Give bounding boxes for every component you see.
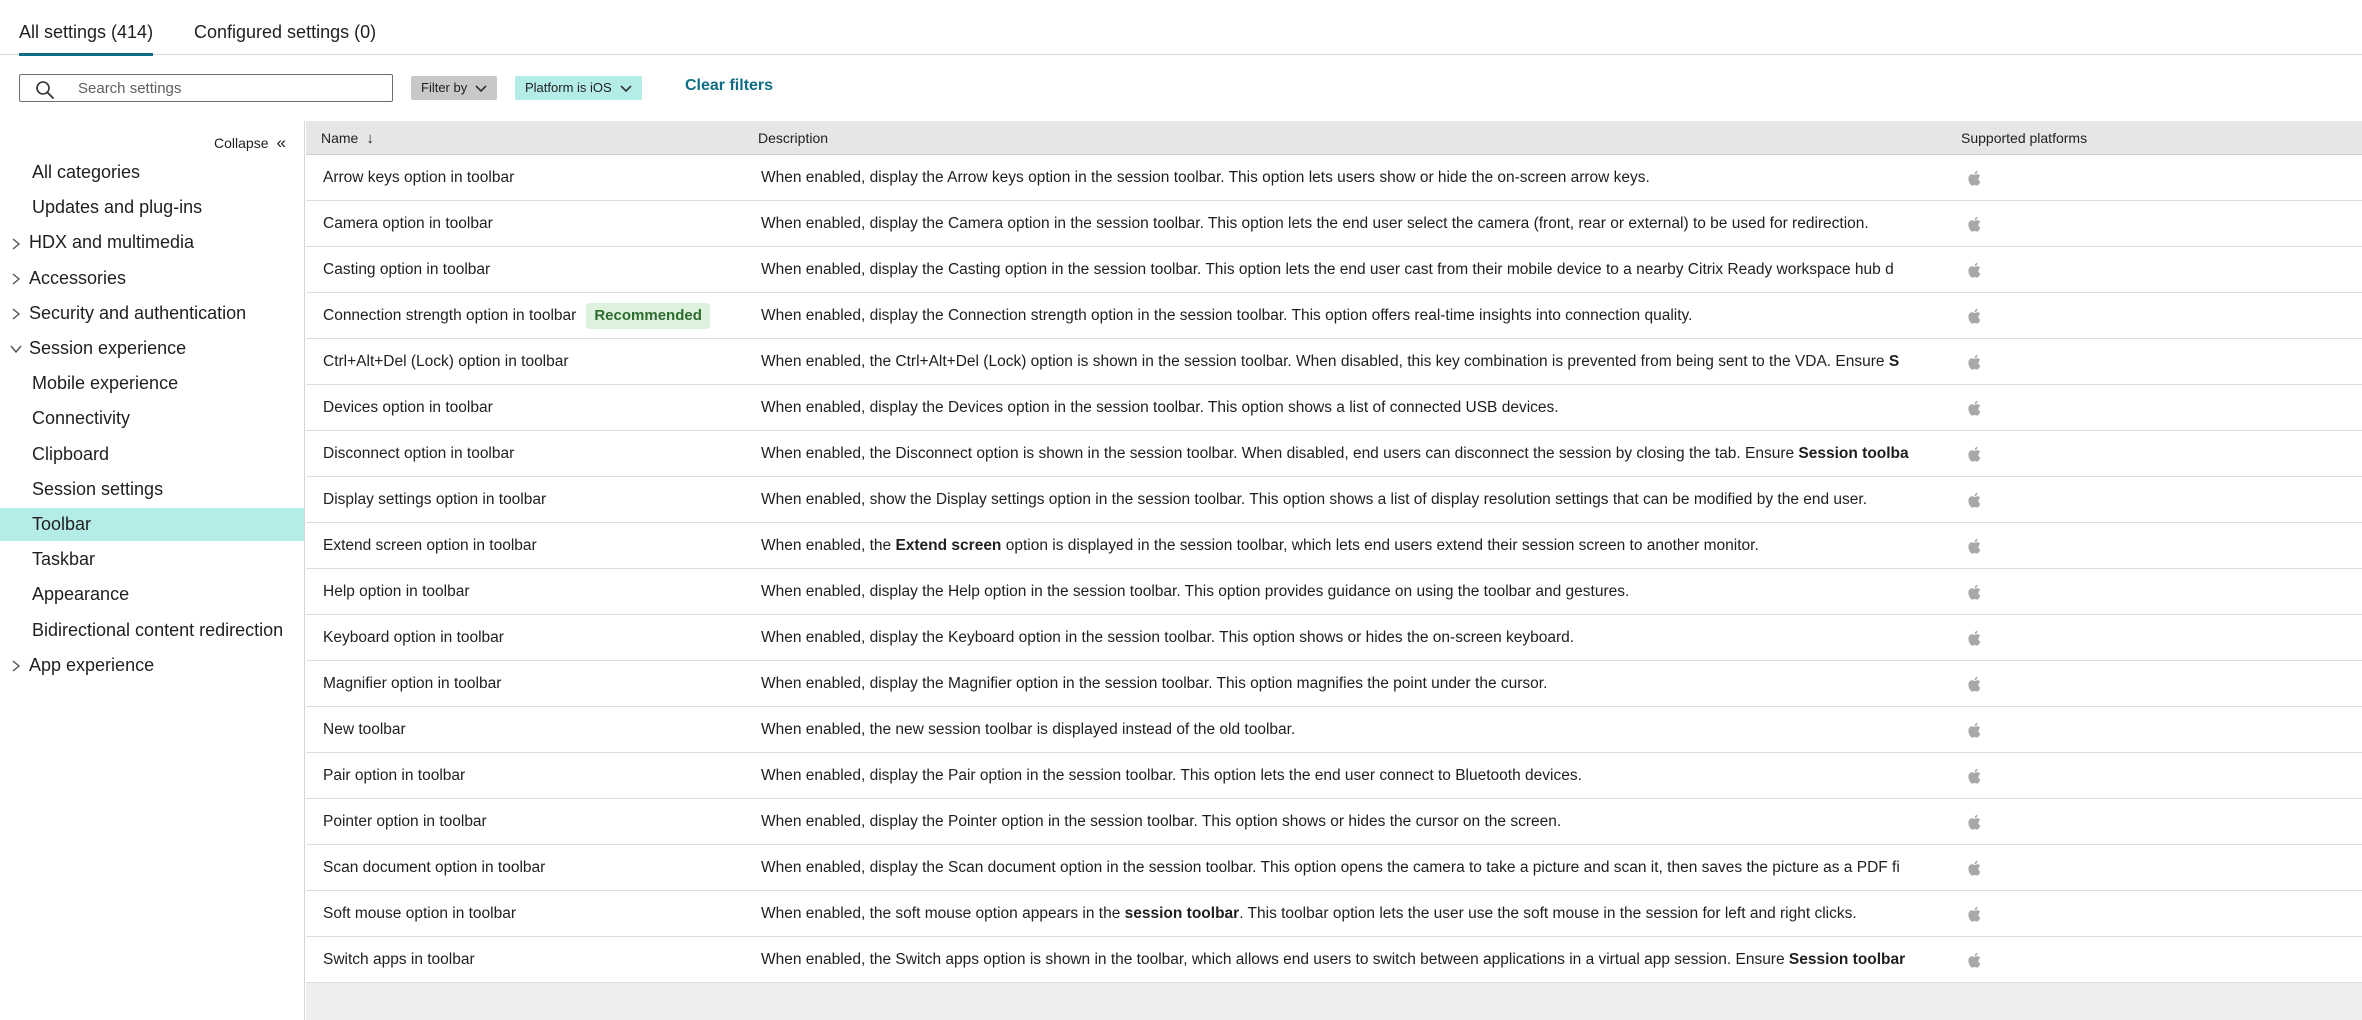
sidebar-item-label: Connectivity <box>32 408 131 429</box>
chevron-down-icon <box>620 85 632 93</box>
platforms-column-header: Supported platforms <box>1961 130 2088 146</box>
setting-description <box>761 247 1933 292</box>
apple-icon <box>1965 950 1985 970</box>
sidebar-item-session-settings[interactable] <box>0 473 304 506</box>
setting-description <box>761 799 1933 844</box>
setting-description <box>761 523 1933 568</box>
apple-icon <box>1965 674 1985 694</box>
platform-filter-chip[interactable] <box>515 76 642 100</box>
setting-name-cell <box>323 339 569 384</box>
sidebar-item-label: Taskbar <box>32 549 96 570</box>
description-text: When enabled, display the Connection strength option in the session toolbar. This option offers real-time insights into connection quality. <box>761 307 1693 324</box>
sidebar-item-label: HDX and multimedia <box>29 232 195 253</box>
description-text: When enabled, the <box>761 537 896 554</box>
setting-description <box>761 385 1933 430</box>
table-row[interactable] <box>306 523 2362 569</box>
setting-name-cell <box>323 753 465 798</box>
description-bold-text: Session toolbar <box>1788 951 1906 968</box>
setting-name-cell <box>323 569 470 614</box>
table-body <box>306 155 2362 983</box>
sidebar-item-label: Session settings <box>32 478 164 499</box>
table-row[interactable] <box>306 753 2362 799</box>
sidebar-item-security-and-authentication[interactable] <box>0 297 304 330</box>
apple-icon <box>1965 582 1985 602</box>
table-row[interactable] <box>306 201 2362 247</box>
table-row[interactable] <box>306 247 2362 293</box>
setting-description <box>761 155 1933 200</box>
apple-icon <box>1965 352 1985 372</box>
description-bold-text: session toolbar <box>1124 905 1240 922</box>
setting-name: Ctrl+Alt+Del (Lock) option in toolbar <box>323 353 569 370</box>
setting-name: Extend screen option in toolbar <box>323 537 537 554</box>
description-text: When enabled, the Disconnect option is shown in the session toolbar. When disabled, end users can disconnect the session by closing the tab. Ensure <box>761 445 1799 462</box>
sidebar-item-label: Clipboard <box>32 443 110 464</box>
search-input[interactable] <box>78 78 378 98</box>
sidebar-item-accessories[interactable] <box>0 262 304 295</box>
sidebar-item-label: Security and authentication <box>29 302 247 323</box>
setting-name: Pointer option in toolbar <box>323 813 487 830</box>
table-row[interactable] <box>306 155 2362 201</box>
sidebar-item-label: Bidirectional content redirection <box>32 619 284 640</box>
search-box[interactable] <box>19 74 393 102</box>
chevron-right-icon[interactable] <box>10 262 22 295</box>
collapse-sidebar-button[interactable] <box>214 133 286 153</box>
tab-configured-settings[interactable]: Configured settings (0) <box>194 22 377 42</box>
recommended-badge: Recommended <box>586 303 710 329</box>
setting-description <box>761 753 1933 798</box>
setting-name: Arrow keys option in toolbar <box>323 169 515 186</box>
description-text: When enabled, display the Arrow keys option in the session toolbar. This option lets users show or hide the on-screen arrow keys. <box>761 169 1650 186</box>
setting-name: Disconnect option in toolbar <box>323 445 515 462</box>
double-chevron-left-icon: « <box>276 133 286 152</box>
apple-icon <box>1965 766 1985 786</box>
table-row[interactable] <box>306 937 2362 983</box>
setting-name-cell <box>323 523 537 568</box>
setting-name-cell <box>323 477 546 522</box>
description-bold-text: Extend screen <box>895 537 1002 554</box>
sidebar-item-clipboard[interactable] <box>0 438 304 471</box>
description-text: When enabled, display the Scan document option in the session toolbar. This option opens the camera to take a picture and scan it, then saves the picture as a PDF fi <box>761 859 1900 876</box>
setting-name-cell <box>323 937 475 982</box>
description-text: When enabled, display the Camera option in the session toolbar. This option lets the end user select the camera (front, rear or external) to be used for redirection. <box>761 215 1869 232</box>
chevron-down-icon <box>475 85 487 93</box>
table-row[interactable] <box>306 707 2362 753</box>
table-row[interactable] <box>306 477 2362 523</box>
description-text: When enabled, display the Pointer option in the session toolbar. This option shows or hides the cursor on the screen. <box>761 813 1562 830</box>
sidebar-item-mobile-experience[interactable] <box>0 367 304 400</box>
chevron-right-icon[interactable] <box>10 226 22 259</box>
setting-description <box>761 431 1933 476</box>
table-row[interactable] <box>306 799 2362 845</box>
chevron-right-icon[interactable] <box>10 297 22 330</box>
description-text: When enabled, display the Magnifier option in the session toolbar. This option magnifies the point under the cursor. <box>761 675 1548 692</box>
setting-name-cell <box>323 799 487 844</box>
setting-description <box>761 615 1933 660</box>
table-row[interactable] <box>306 845 2362 891</box>
search-icon <box>35 80 55 100</box>
setting-description <box>761 707 1933 752</box>
description-text: When enabled, the Switch apps option is shown in the toolbar, which allows end users to switch between applications in a virtual app session. Ensure <box>761 951 1789 968</box>
table-row[interactable] <box>306 431 2362 477</box>
table-row[interactable] <box>306 569 2362 615</box>
sidebar-item-label: Toolbar <box>32 514 92 534</box>
table-header <box>306 121 2362 155</box>
description-text: When enabled, the Ctrl+Alt+Del (Lock) option is shown in the session toolbar. When disabled, this key combination is prevented from being sent to the VDA. Ensure <box>761 353 1889 370</box>
settings-tabs <box>0 0 2362 55</box>
sidebar-item-updates-and-plug-ins[interactable] <box>0 191 304 224</box>
setting-description <box>761 201 1933 246</box>
description-text: When enabled, show the Display settings option in the session toolbar. This option shows a list of display resolution settings that can be modified by the end user. <box>761 491 1868 508</box>
chevron-down-icon[interactable] <box>10 332 22 365</box>
setting-name: Connection strength option in toolbar <box>323 307 577 324</box>
description-text: When enabled, display the Keyboard option in the session toolbar. This option shows or hides the on-screen keyboard. <box>761 629 1575 646</box>
setting-description <box>761 293 1933 338</box>
table-row[interactable] <box>306 293 2362 339</box>
sidebar-item-label: App experience <box>29 654 155 675</box>
setting-name: Devices option in toolbar <box>323 399 493 416</box>
description-bold-text: S <box>1888 353 1900 370</box>
apple-icon <box>1965 214 1985 234</box>
description-text: When enabled, the new session toolbar is displayed instead of the old toolbar. <box>761 721 1296 738</box>
setting-name: Casting option in toolbar <box>323 261 491 278</box>
description-bold-text: Session toolba <box>1798 445 1909 462</box>
sidebar-item-taskbar[interactable] <box>0 543 304 576</box>
sidebar-item-app-experience[interactable] <box>0 649 304 682</box>
apple-icon <box>1965 628 1985 648</box>
description-text: When enabled, display the Devices option in the session toolbar. This option shows a list of connected USB devices. <box>761 399 1559 416</box>
setting-name-cell <box>323 201 493 246</box>
sidebar-item-label: Updates and plug-ins <box>32 197 203 218</box>
name-column-header[interactable] <box>321 130 374 147</box>
apple-icon <box>1965 260 1985 280</box>
setting-name: Magnifier option in toolbar <box>323 675 502 692</box>
setting-name: Switch apps in toolbar <box>323 951 475 968</box>
apple-icon <box>1965 536 1985 556</box>
table-row[interactable] <box>306 891 2362 937</box>
sidebar-item-label: Session experience <box>29 338 187 358</box>
description-text: When enabled, display the Pair option in the session toolbar. This option lets the end user connect to Bluetooth devices. <box>761 767 1582 784</box>
sidebar-item-toolbar[interactable] <box>0 508 304 541</box>
setting-name: Camera option in toolbar <box>323 215 493 232</box>
sidebar-item-label: Appearance <box>32 584 130 605</box>
clear-filters-link[interactable]: Clear filters <box>685 77 774 94</box>
description-column-header: Description <box>758 130 829 146</box>
description-text: option is displayed in the session toolbar, which lets end users extend their session screen to another monitor. <box>1001 537 1759 554</box>
setting-name-cell <box>323 845 545 890</box>
setting-name-cell <box>323 155 514 200</box>
collapse-label: Collapse <box>214 135 269 151</box>
sidebar-item-connectivity[interactable] <box>0 402 304 435</box>
chevron-right-icon[interactable] <box>10 649 22 682</box>
setting-name: Pair option in toolbar <box>323 767 466 784</box>
category-sidebar <box>0 121 305 1020</box>
table-row[interactable] <box>306 385 2362 431</box>
setting-name-cell <box>323 615 504 660</box>
sidebar-item-label: Accessories <box>29 267 127 288</box>
setting-name-cell <box>323 891 516 936</box>
apple-icon <box>1965 490 1985 510</box>
apple-icon <box>1965 398 1985 418</box>
setting-name-cell <box>323 385 493 430</box>
setting-name-cell <box>323 431 514 476</box>
name-header-label: Name <box>321 130 359 146</box>
sidebar-item-session-experience[interactable] <box>0 332 304 365</box>
settings-table <box>306 121 2362 1020</box>
setting-description <box>761 661 1933 706</box>
platform-filter-label: Platform is iOS <box>525 80 612 95</box>
description-text: . This toolbar option lets the user use the soft mouse in the session for left and right clicks. <box>1239 905 1857 922</box>
setting-description <box>761 937 1933 982</box>
sort-down-arrow-icon: ↓ <box>366 130 374 147</box>
sidebar-item-label: Mobile experience <box>32 373 179 394</box>
setting-description <box>761 569 1933 614</box>
setting-description <box>761 891 1933 936</box>
table-row[interactable] <box>306 339 2362 385</box>
apple-icon <box>1965 812 1985 832</box>
description-text: When enabled, display the Help option in the session toolbar. This option provides guidance on using the toolbar and gestures. <box>761 583 1630 600</box>
description-text: When enabled, the soft mouse option appears in the <box>761 905 1125 922</box>
setting-name-cell <box>323 247 490 292</box>
sidebar-item-label: All categories <box>32 162 141 182</box>
sidebar-item-bidirectional-content-redirection[interactable] <box>0 614 304 647</box>
setting-name: Display settings option in toolbar <box>323 491 547 508</box>
setting-description <box>761 477 1933 522</box>
filter-by-label: Filter by <box>421 80 468 95</box>
setting-name: Keyboard option in toolbar <box>323 629 504 646</box>
setting-description <box>761 845 1933 890</box>
description-text: When enabled, display the Casting option in the session toolbar. This option lets the end user cast from their mobile device to a nearby Citrix Ready workspace hub d <box>761 261 1894 278</box>
tab-all-settings[interactable]: All settings (414) <box>19 22 153 56</box>
sidebar-item-hdx-and-multimedia[interactable] <box>0 226 304 259</box>
setting-name-cell <box>323 661 501 706</box>
sidebar-item-all-categories[interactable] <box>0 156 304 189</box>
apple-icon <box>1965 168 1985 188</box>
sidebar-item-appearance[interactable] <box>0 578 304 611</box>
table-row[interactable] <box>306 661 2362 707</box>
setting-name-cell <box>323 293 710 338</box>
table-row[interactable] <box>306 615 2362 661</box>
apple-icon <box>1965 904 1985 924</box>
setting-name: Help option in toolbar <box>323 583 470 600</box>
setting-name-cell <box>323 707 406 752</box>
apple-icon <box>1965 306 1985 326</box>
setting-description <box>761 339 1933 384</box>
setting-name: Soft mouse option in toolbar <box>323 905 517 922</box>
apple-icon <box>1965 720 1985 740</box>
setting-name: Scan document option in toolbar <box>323 859 546 876</box>
apple-icon <box>1965 858 1985 878</box>
apple-icon <box>1965 444 1985 464</box>
filter-by-button[interactable] <box>411 76 497 100</box>
setting-name: New toolbar <box>323 721 406 738</box>
